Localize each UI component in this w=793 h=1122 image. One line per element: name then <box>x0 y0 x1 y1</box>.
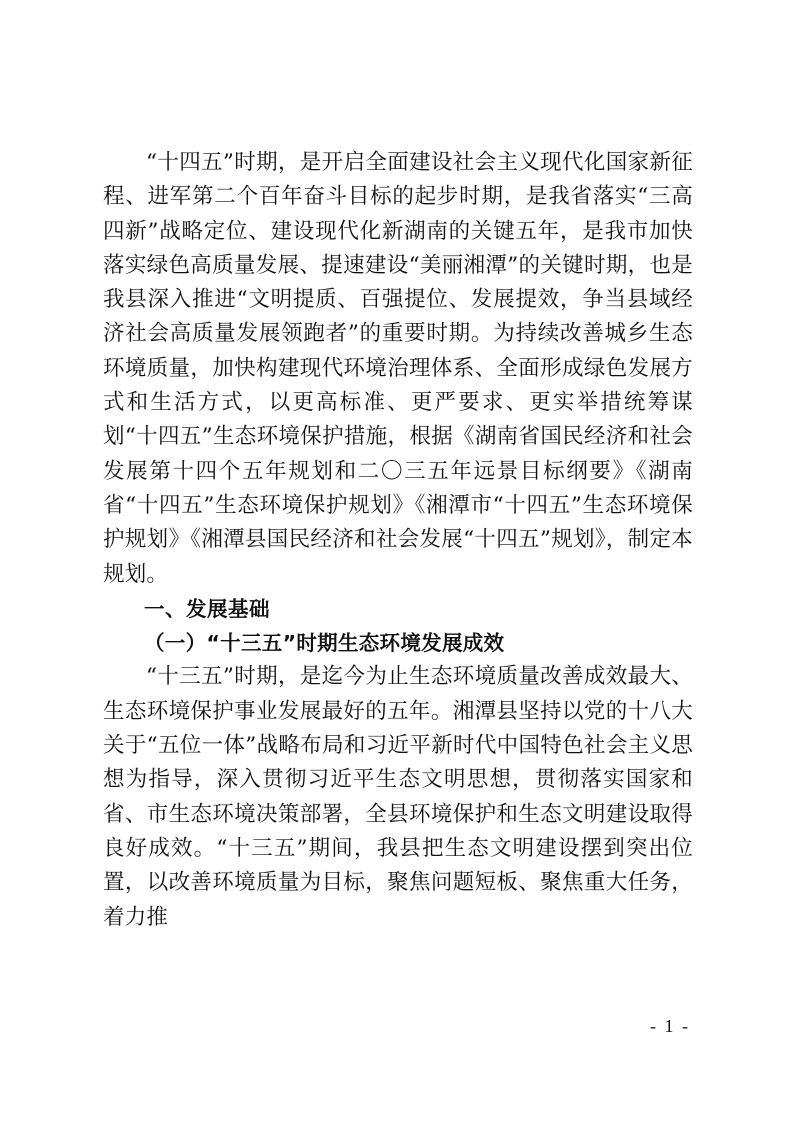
subsection-heading-13th-five-year-achievements: （一）“十三五”时期生态环境发展成效 <box>144 631 505 656</box>
body-paragraph: “十三五”时期，是迄今为止生态环境质量改善成效最大、生态环境保护事业发展最好的五年。湘潭县坚持以党的十八大关于“五位一体”战略布局和习近平新时代中国特色社会主义思想为指导，深入贯彻习近平生态文明思想，贯彻落实国家和省、市生态环境决策部署，全县环境保护和生态文明建设取得良好成效。“十三五”期间，我县把生态文明建设摆到突出位置，以改善环境质量为目标，聚焦问题短板、聚焦重大任务，着力推 <box>103 664 693 930</box>
page-number: - 1 - <box>650 1016 690 1036</box>
intro-paragraph: “十四五”时期，是开启全面建设社会主义现代化国家新征程、进军第二个百年奋斗目标的起步时期，是我省落实“三高四新”战略定位、建设现代化新湖南的关键五年，是我市加快落实绿色高质量发展、提速建设“美丽湘潭”的关键时期，也是我县深入推进“文明提质、百强提位、发展提效，争当县域经济社会高质量发展领跑者”的重要时期。为持续改善城乡生态环境质量，加快构建现代环境治理体系、全面形成绿色发展方式和生活方式，以更高标准、更严要求、更实举措统筹谋划“十四五”生态环境保护措施，根据《湖南省国民经济和社会发展第十四个五年规划和二〇三五年远景目标纲要》《湖南省“十四五”生态环境保护规划》《湘潭市“十四五”生态环境保护规划》《湘潭县国民经济和社会发展“十四五”规划》，制定本规划。 <box>103 150 693 587</box>
document-body <box>103 146 693 935</box>
section-heading-development-basis: 一、发展基础 <box>144 596 270 621</box>
